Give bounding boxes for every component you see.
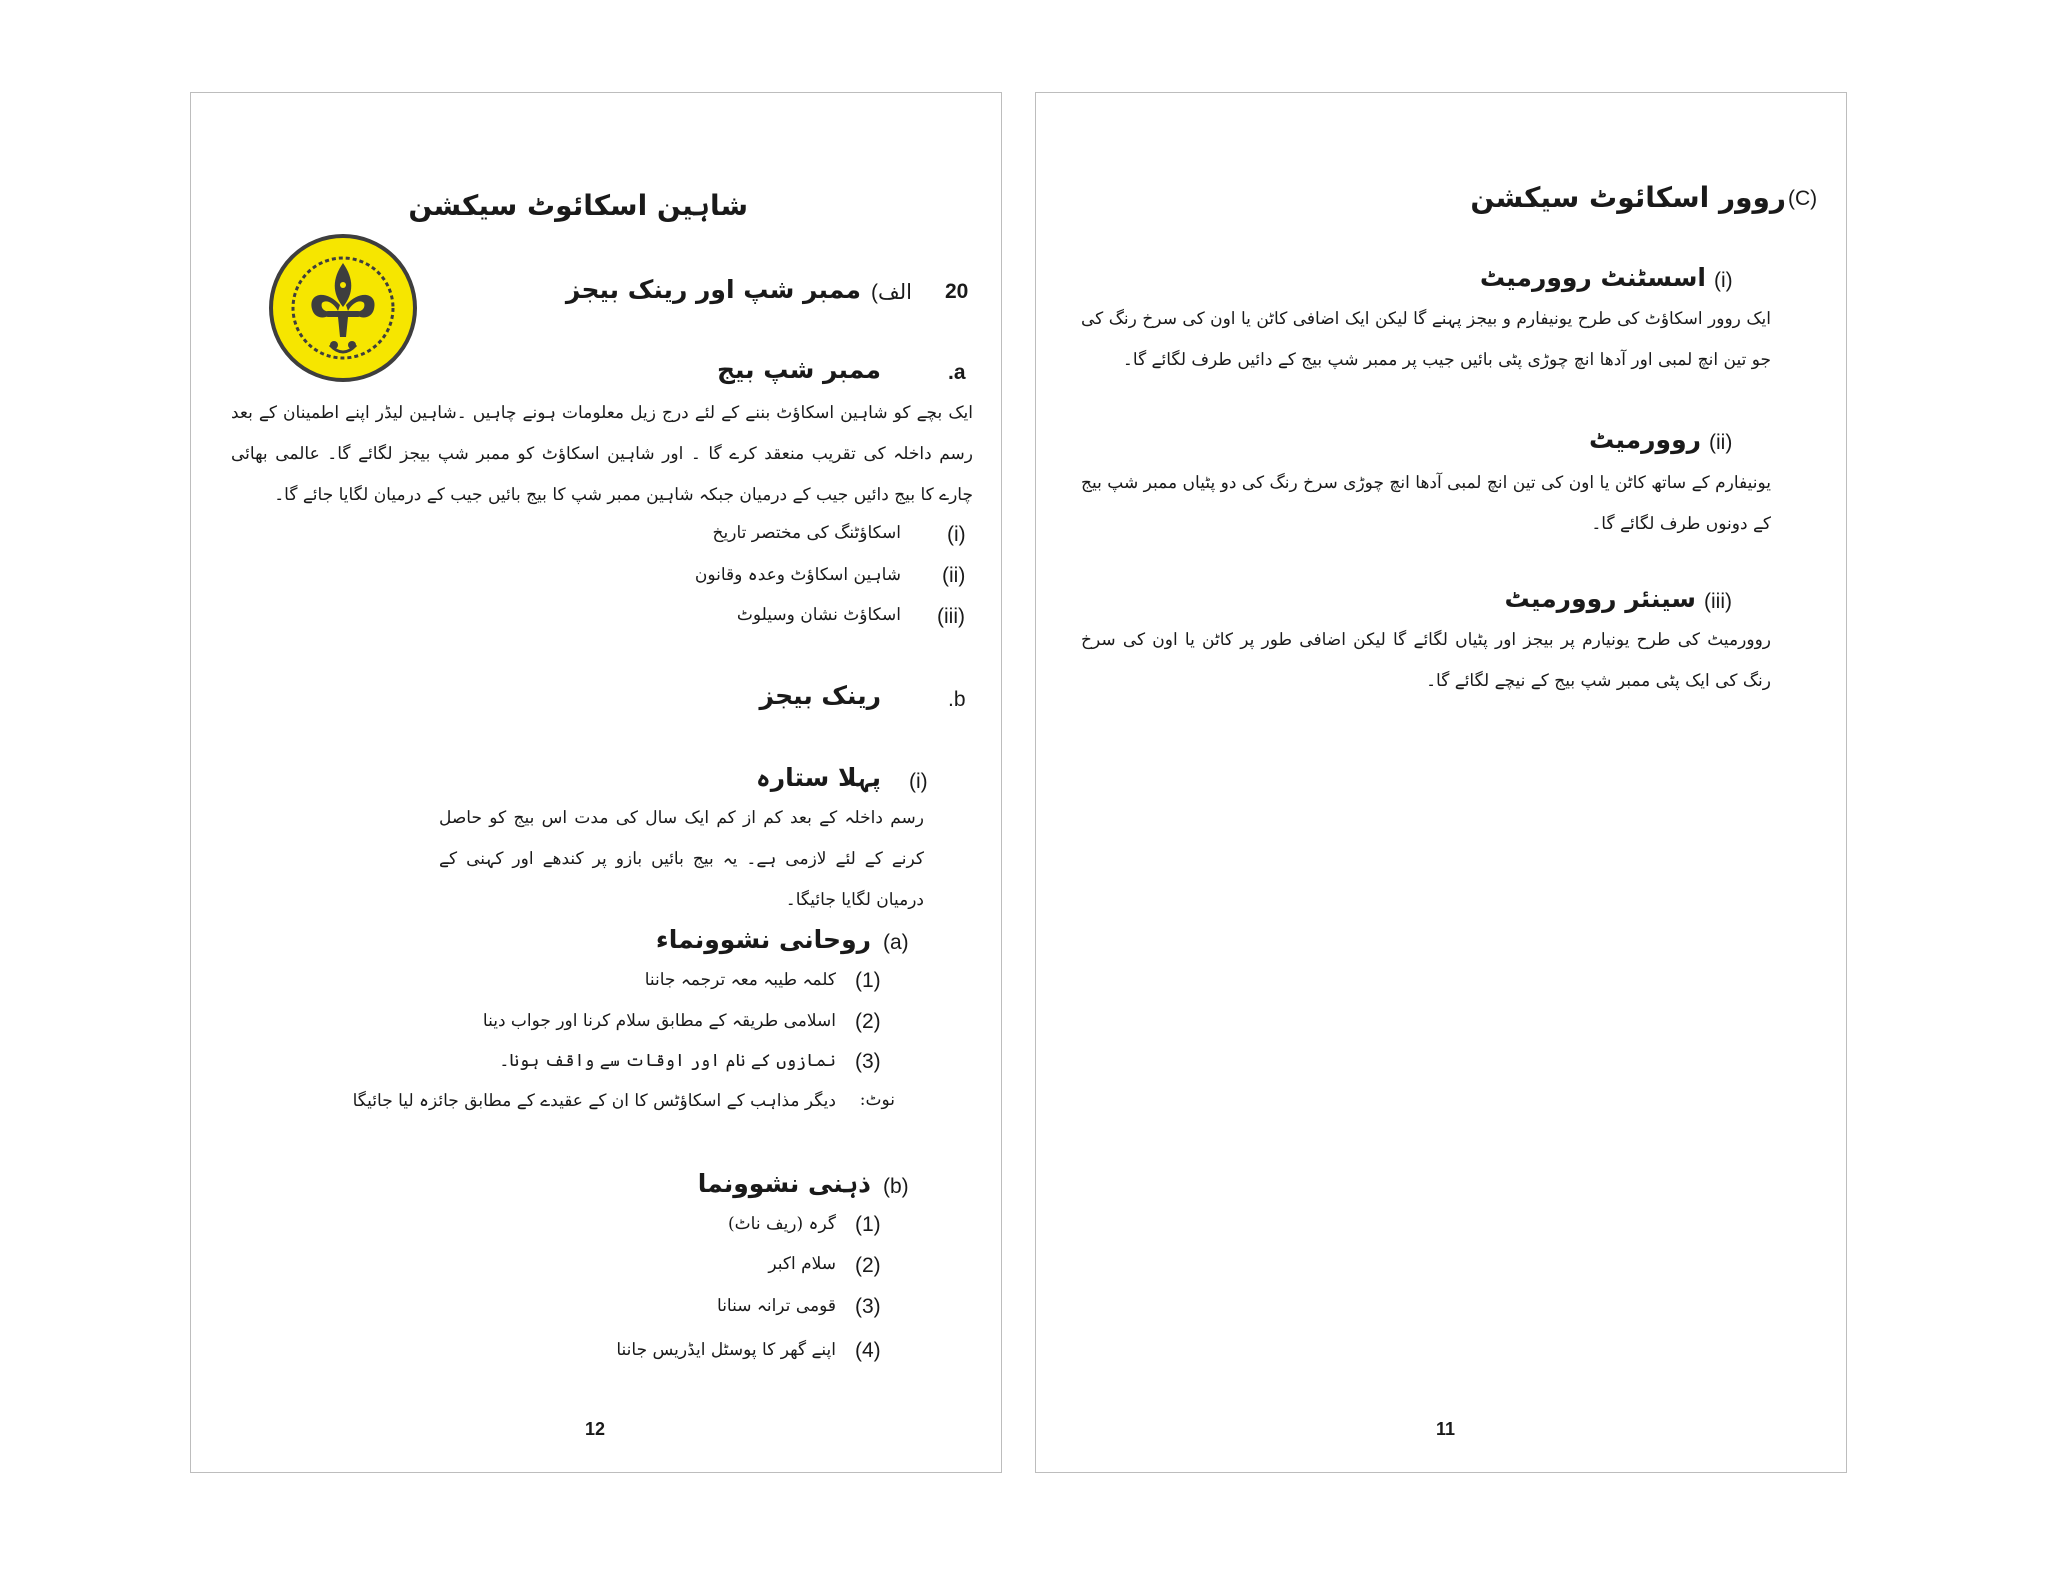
scout-emblem-icon xyxy=(268,233,418,383)
note-text: دیگر مذاہب کے اسکاؤٹس کا ان کے عقیدے کے مطابق جائزہ لیا جائیگا xyxy=(352,1091,836,1111)
page-number: 11 xyxy=(1436,1419,1456,1439)
senior-rovermate-heading: سینئر روورمیٹ xyxy=(1504,584,1696,613)
right-page xyxy=(1035,92,1847,1473)
list-item-number: (4) xyxy=(855,1339,881,1362)
list-item-number: (1) xyxy=(855,969,881,992)
section-marker: (C) xyxy=(1788,187,1818,210)
assistant-rovermate-paragraph: ایک روور اسکاؤٹ کی طرح یونیفارم و بیجز پہنے گا لیکن ایک اضافی کاٹن یا اون کی سرخ رنگ کی جو تین انچ لمبی اور آدھا انچ چوڑی پٹی بائیں جیب پر ممبر شپ بیج کے دائیں طرف لگائے گا۔ xyxy=(1081,309,1771,370)
subsection-letter-b: .b xyxy=(948,688,966,711)
page-number: 12 xyxy=(585,1419,606,1439)
subsection-number: (i) xyxy=(1714,269,1733,292)
list-item: گرہ (ریف ناٹ) xyxy=(728,1214,836,1234)
list-item: سلام اکبر xyxy=(768,1254,836,1274)
list-item: نمازوں کے نام اور اوقات سے واقف ہونا۔ xyxy=(499,1051,836,1071)
list-item: شاہین اسکاؤٹ وعدہ وقانون xyxy=(694,565,901,585)
list-item-number: (i) xyxy=(947,523,966,546)
subsection-letter-a: .a xyxy=(948,361,966,384)
list-item: اسلامی طریقہ کے مطابق سلام کرنا اور جواب دینا xyxy=(482,1011,836,1031)
page-title: شاہین اسکائوٹ سیکشن xyxy=(408,189,748,222)
section-marker: (الف xyxy=(871,281,912,304)
rank-badges-heading: رینک بیجز xyxy=(759,681,881,710)
rovermate-paragraph: یونیفارم کے ساتھ کاٹن یا اون کی تین انچ لمبی آدھا انچ چوڑی سرخ رنگ کی دو پٹیاں ممبر شپ بیج کے دونوں طرف لگائے گا۔ xyxy=(1081,473,1771,534)
list-item: اسکاؤٹنگ کی مختصر تاریخ xyxy=(712,523,901,543)
first-star-number: (i) xyxy=(909,770,928,793)
membership-paragraph: ایک بچے کو شاہین اسکاؤٹ بننے کے لئے درج زیل معلومات ہونے چاہیں ۔شاہین لیڈر اپنے اطمینان کے بعد رسم داخلہ کی تقریب منعقد کرے گا ۔ اور شاہین اسکاؤٹ کو ممبر شپ بیجز لگائے گا۔ عالمی بھائی چارے کا بیج دائیں جیب کے درمیان جبکہ شاہین ممبر شپ کا بیج بائیں جیب کے درمیان لگایا جائے گا۔ xyxy=(231,403,973,505)
subsection-number: (ii) xyxy=(1709,431,1733,454)
note-label: نوٹ: xyxy=(859,1090,895,1110)
list-item-number: (1) xyxy=(855,1213,881,1236)
list-item-number: (3) xyxy=(855,1050,881,1073)
page-title: روور اسکائوٹ سیکشن xyxy=(1470,181,1786,214)
section-number: 20 xyxy=(945,280,969,303)
first-star-heading: پہلا ستارہ xyxy=(756,763,881,792)
mental-letter: (b) xyxy=(883,1175,909,1198)
rovermate-heading: روورمیٹ xyxy=(1588,425,1701,454)
list-item: کلمہ طیبہ معہ ترجمہ جاننا xyxy=(644,970,836,990)
list-item-number: (2) xyxy=(855,1254,881,1277)
list-item: اپنے گھر کا پوسٹل ایڈریس جاننا xyxy=(616,1340,836,1360)
list-item: قومی ترانہ سنانا xyxy=(717,1296,836,1316)
first-star-paragraph: رسم داخلہ کے بعد کم از کم ایک سال کی مدت اس بیج کو حاصل کرنے کے لئے لازمی ہے۔ یہ بیج بائیں بازو پر کندھے اور کہنی کے درمیان لگایا جائیگا۔ xyxy=(439,808,924,910)
senior-rovermate-paragraph: روورمیٹ کی طرح یونیارم پر بیجز اور پٹیاں لگائے گا لیکن اضافی طور پر کاٹن یا اون کی سرخ رنگ کی ایک پٹی ممبر شپ بیج کے نیچے لگائے گا۔ xyxy=(1081,630,1771,691)
spiritual-heading: روحانی نشوونماء xyxy=(655,925,871,954)
subsection-number: (iii) xyxy=(1704,590,1732,613)
membership-badge-heading: ممبر شپ بیج xyxy=(716,355,881,384)
list-item: اسکاؤٹ نشان وسیلوٹ xyxy=(736,605,901,625)
spiritual-letter: (a) xyxy=(883,931,909,954)
left-page xyxy=(190,92,1002,1473)
list-item-number: (iii) xyxy=(937,605,965,628)
list-item-number: (3) xyxy=(855,1295,881,1318)
list-item-number: (2) xyxy=(855,1010,881,1033)
list-item-number: (ii) xyxy=(942,564,966,587)
assistant-rovermate-heading: اسسٹنٹ روورمیٹ xyxy=(1479,263,1706,292)
section-title: ممبر شپ اور رینک بیجز xyxy=(565,275,861,304)
mental-heading: ذہنی نشوونما xyxy=(697,1169,871,1198)
